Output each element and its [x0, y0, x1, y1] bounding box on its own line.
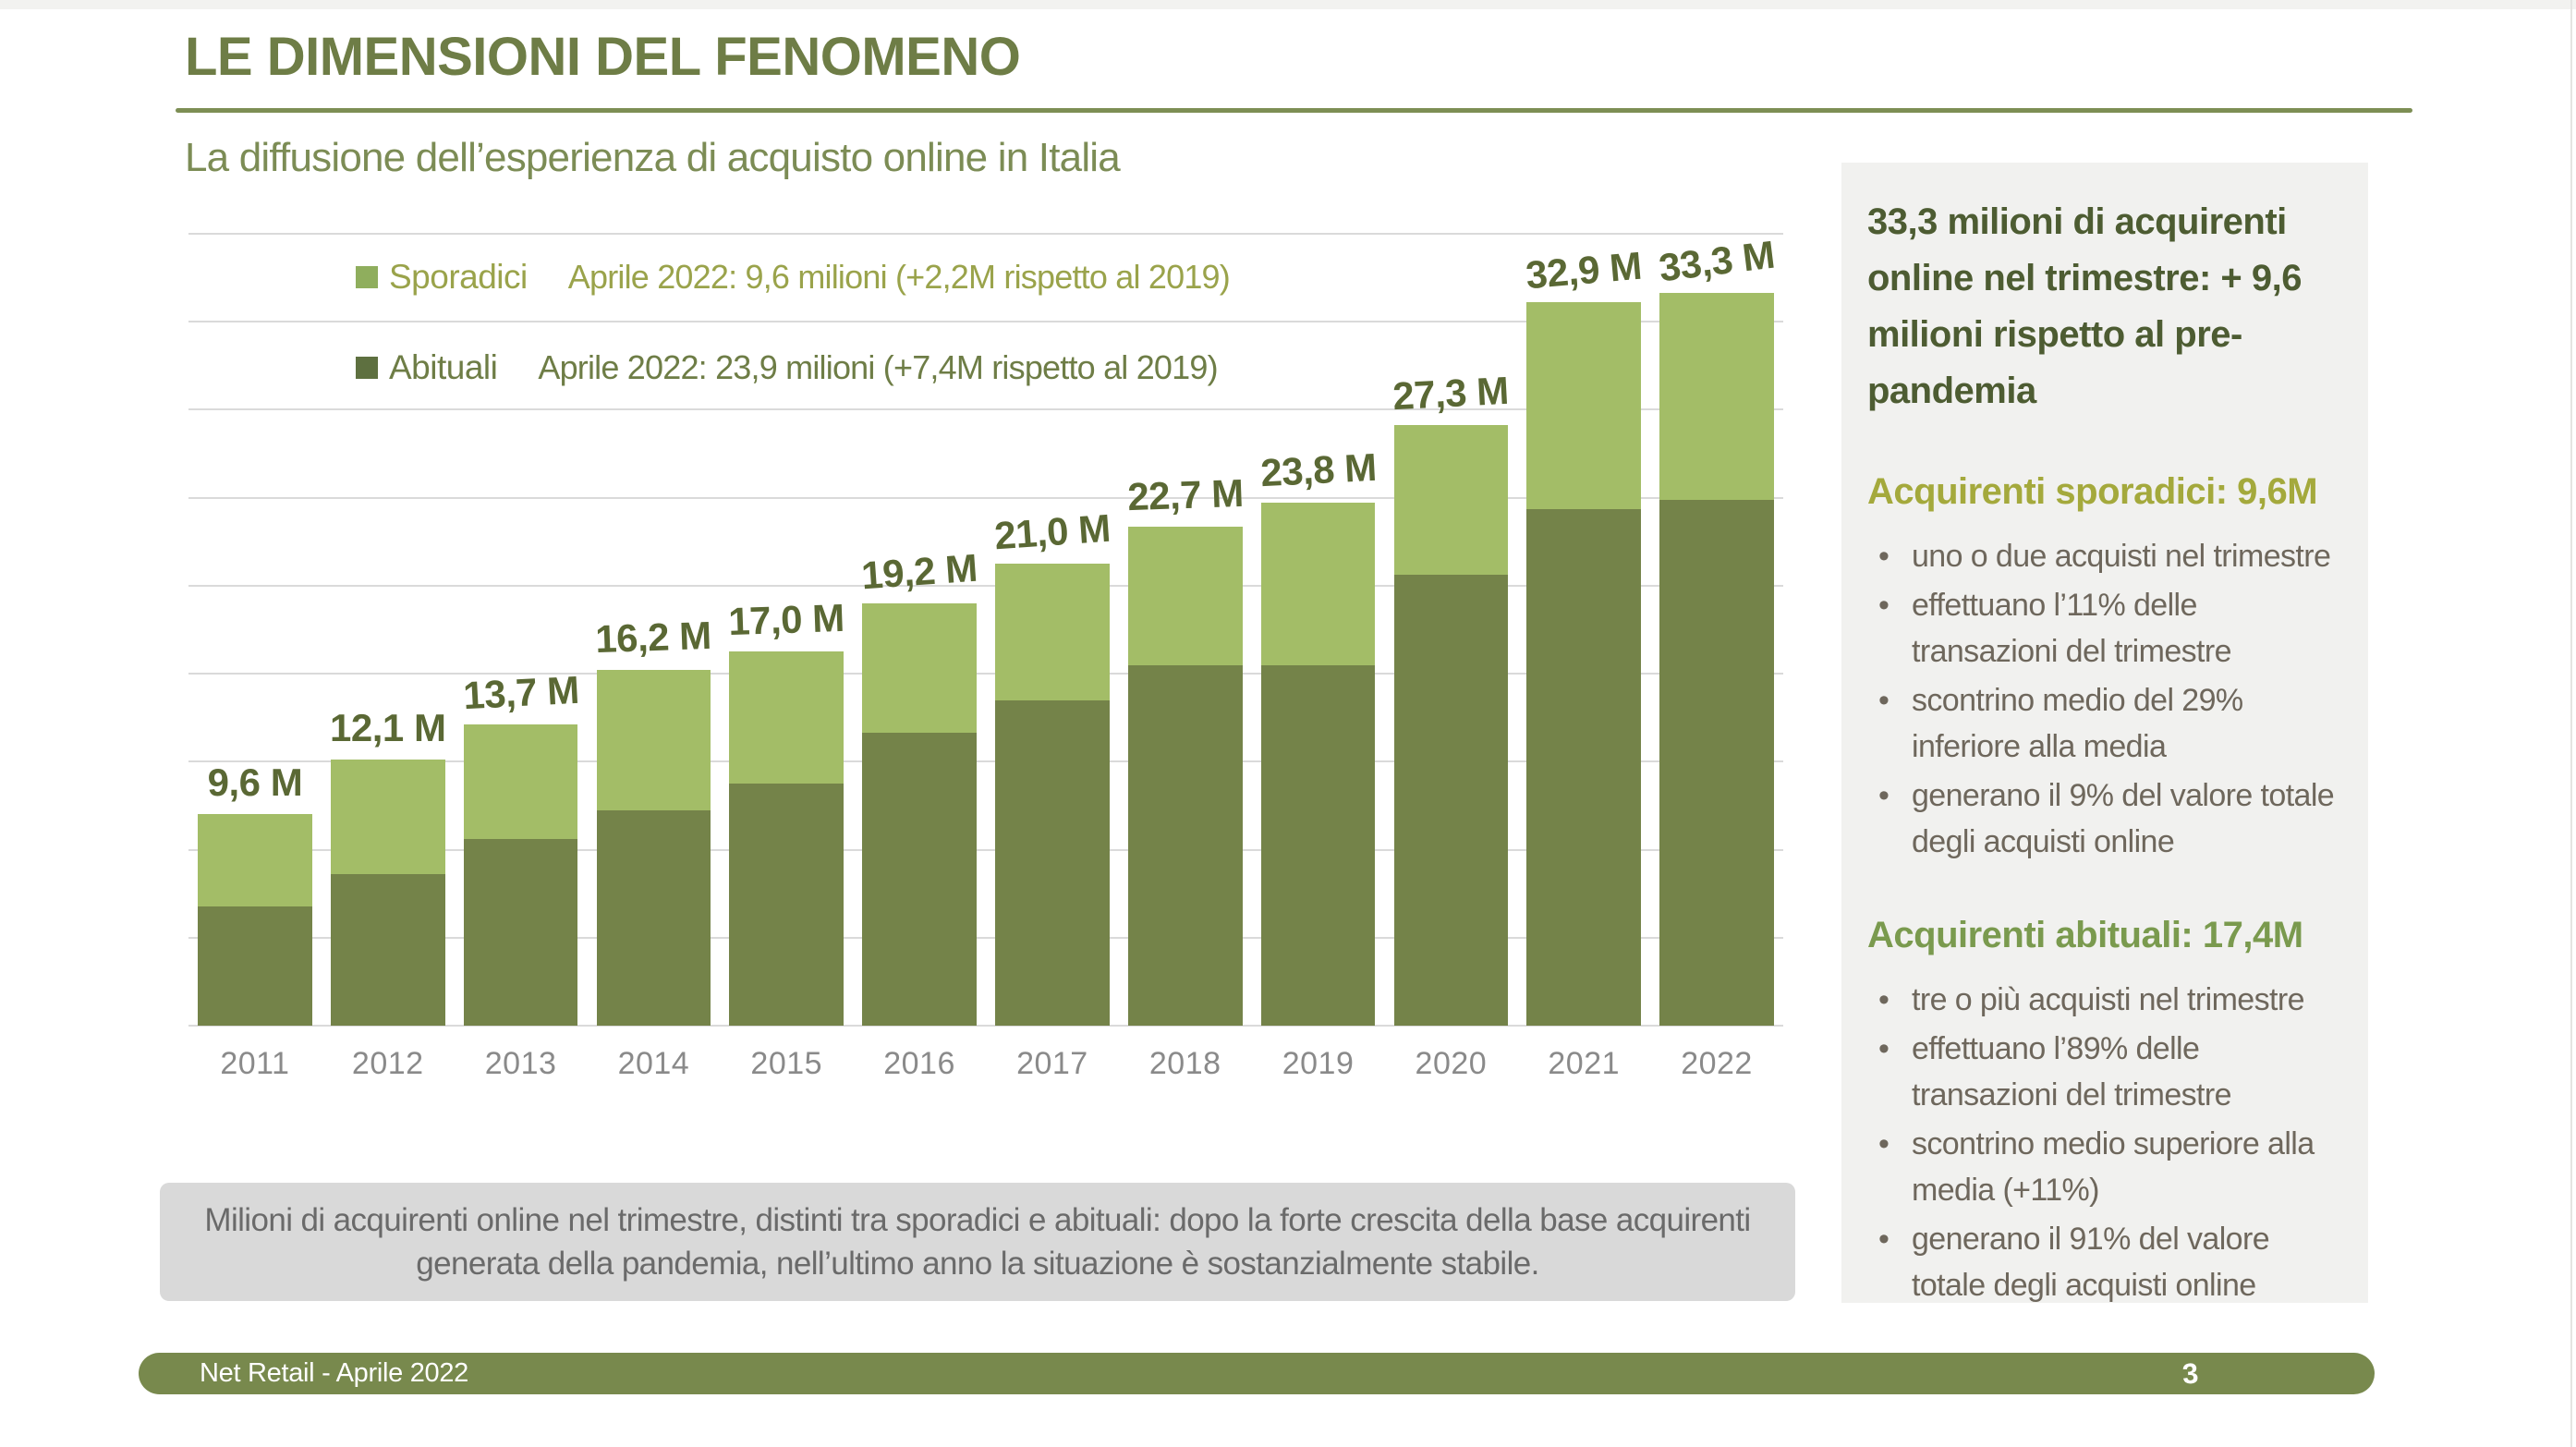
bar-2019	[1261, 503, 1376, 1026]
bar-segment-sporadici-2016	[862, 603, 977, 733]
bar-segment-sporadici-2020	[1394, 425, 1509, 575]
bar-segment-sporadici-2014	[597, 670, 711, 810]
bar-segment-sporadici-2012	[331, 760, 445, 874]
bullet-item	[1875, 533, 2348, 579]
bullet-dot-icon: •	[1878, 778, 1889, 813]
year-label-2013: 2013	[484, 1046, 557, 1081]
bar-segment-sporadici-2022	[1659, 293, 1774, 500]
bullet-dot-icon: •	[1878, 1222, 1889, 1257]
bar-slot-2022	[1650, 234, 1783, 1026]
year-label-2011: 2011	[220, 1046, 290, 1081]
bar-2016	[862, 603, 977, 1026]
bar-value-label-2013: 13,7 M	[461, 667, 580, 718]
bullet-dot-icon: •	[1878, 1031, 1889, 1066]
summary-sidebar	[1841, 163, 2368, 1303]
bullet-dot-icon: •	[1878, 539, 1889, 574]
bullet-item	[1875, 977, 2348, 1023]
bar-value-label-2019: 23,8 M	[1258, 444, 1378, 495]
bar-segment-abituali-2019	[1261, 665, 1376, 1026]
sporadici-swatch-icon	[356, 266, 378, 288]
year-label-2022: 2022	[1681, 1046, 1753, 1081]
bullet-text: uno o due acquisti nel trimestre	[1912, 539, 2331, 574]
footer-label: Net Retail - Aprile 2022	[200, 1358, 469, 1388]
bar-value-label-2017: 21,0 M	[992, 505, 1112, 558]
bullet-text: effettuano l’89% delle transazioni del trimestre	[1912, 1031, 2231, 1113]
bar-segment-abituali-2013	[464, 839, 578, 1026]
sidebar-headline: 33,3 milioni di acquirenti online nel trimestre: + 9,6 milioni rispetto al pre-pandemia	[1867, 201, 2302, 411]
bar-2011	[198, 814, 312, 1026]
bullet-item	[1875, 772, 2348, 865]
bar-2013	[464, 724, 578, 1026]
bar-segment-abituali-2017	[995, 700, 1110, 1026]
legend-label-sporadici: Sporadici	[389, 258, 528, 296]
caption-text: Milioni di acquirenti online nel trimestre, distinti tra sporadici e abituali: dopo la forte crescita della base acquirenti generata della pandemia, nell’ultimo anno la situazione è sostanzialmente stabile.	[204, 1202, 1751, 1282]
bar-segment-sporadici-2021	[1526, 302, 1641, 509]
bar-value-label-2016: 19,2 M	[859, 545, 979, 598]
bullet-item	[1875, 1121, 2348, 1213]
bar-segment-abituali-2012	[331, 874, 445, 1026]
bar-slot-2011	[188, 234, 322, 1026]
legend-note-sporadici: Aprile 2022: 9,6 milioni (+2,2M rispetto al 2019)	[567, 258, 1230, 296]
year-label-2016: 2016	[883, 1046, 955, 1081]
bar-slot-2019	[1252, 234, 1385, 1026]
bullet-text: tre o più acquisti nel trimestre	[1912, 982, 2304, 1017]
bullet-item	[1875, 1026, 2348, 1118]
year-label-2021: 2021	[1548, 1046, 1621, 1081]
bar-segment-abituali-2015	[729, 784, 844, 1026]
bar-segment-sporadici-2011	[198, 814, 312, 906]
bullet-text: generano il 91% del valore totale degli acquisti online	[1912, 1222, 2270, 1303]
top-edge-strip	[0, 0, 2576, 9]
bar-value-label-2022: 33,3 M	[1656, 232, 1778, 290]
bullet-item	[1875, 677, 2348, 770]
caption-box	[160, 1183, 1795, 1301]
bar-segment-abituali-2021	[1526, 509, 1641, 1026]
bar-2015	[729, 651, 844, 1026]
bar-segment-abituali-2011	[198, 906, 312, 1026]
bar-segment-sporadici-2019	[1261, 503, 1376, 665]
bar-value-label-2011: 9,6 M	[207, 760, 303, 804]
abituali-swatch-icon	[356, 357, 378, 379]
bar-slot-2021	[1517, 234, 1650, 1026]
bar-slot-2020	[1384, 234, 1517, 1026]
bar-value-label-2015: 17,0 M	[727, 595, 845, 644]
page-number: 3	[2181, 1356, 2200, 1391]
bar-segment-abituali-2022	[1659, 500, 1774, 1026]
year-label-2020: 2020	[1415, 1046, 1488, 1081]
bar-segment-sporadici-2013	[464, 724, 578, 839]
bar-segment-sporadici-2018	[1128, 527, 1243, 665]
bar-value-label-2012: 12,1 M	[330, 706, 446, 749]
bar-2012	[331, 760, 445, 1026]
bar-2014	[597, 670, 711, 1026]
title-underline	[176, 108, 2412, 113]
sidebar-heading-sporadici: Acquirenti sporadici: 9,6M	[1867, 471, 2318, 512]
page-subtitle: La diffusione dell’esperienza di acquisto online in Italia	[185, 135, 1120, 180]
sporadici-bullet-list	[1875, 533, 2348, 865]
bar-2022	[1659, 293, 1774, 1026]
bullet-text: scontrino medio del 29% inferiore alla media	[1912, 683, 2243, 764]
bullet-item	[1875, 582, 2348, 675]
abituali-bullet-list	[1875, 977, 2348, 1308]
x-axis-labels	[188, 1046, 1783, 1082]
bar-segment-abituali-2018	[1128, 665, 1243, 1026]
legend-item-abituali	[356, 347, 1218, 389]
bullet-dot-icon: •	[1878, 588, 1889, 623]
stacked-bar-chart	[188, 234, 1783, 1026]
bar-segment-sporadici-2015	[729, 651, 844, 784]
year-label-2017: 2017	[1016, 1046, 1088, 1081]
page-title: LE DIMENSIONI DEL FENOMENO	[185, 27, 1021, 87]
bullet-text: generano il 9% del valore totale degli acquisti online	[1912, 778, 2335, 859]
bar-value-label-2018: 22,7 M	[1126, 470, 1245, 519]
bullet-dot-icon: •	[1878, 1126, 1889, 1161]
bullet-dot-icon: •	[1878, 683, 1889, 718]
bar-value-label-2014: 16,2 M	[594, 613, 712, 662]
sidebar-heading-abituali: Acquirenti abituali: 17,4M	[1867, 915, 2303, 955]
slide-right-edge	[2570, 0, 2572, 1447]
bullet-dot-icon: •	[1878, 982, 1889, 1017]
bar-value-label-2021: 32,9 M	[1524, 243, 1644, 298]
year-label-2015: 2015	[750, 1046, 823, 1081]
bar-2021	[1526, 302, 1641, 1026]
year-label-2018: 2018	[1148, 1046, 1221, 1081]
bar-value-label-2020: 27,3 M	[1391, 368, 1511, 419]
bar-segment-sporadici-2017	[995, 564, 1110, 700]
legend-note-abituali: Aprile 2022: 23,9 milioni (+7,4M rispetto al 2019)	[538, 348, 1218, 386]
bar-segment-abituali-2016	[862, 733, 977, 1026]
legend-label-abituali: Abituali	[389, 348, 498, 386]
year-label-2019: 2019	[1282, 1046, 1355, 1081]
bullet-text: scontrino medio superiore alla media (+11%)	[1912, 1126, 2315, 1208]
bar-segment-abituali-2014	[597, 810, 711, 1026]
bullet-item	[1875, 1216, 2348, 1308]
year-label-2012: 2012	[351, 1046, 424, 1081]
bar-segment-abituali-2020	[1394, 575, 1509, 1026]
year-label-2014: 2014	[617, 1046, 690, 1081]
footer-bar	[139, 1353, 2375, 1394]
legend-item-sporadici	[356, 256, 1230, 298]
bar-2018	[1128, 527, 1243, 1026]
bar-2020	[1394, 425, 1509, 1026]
bar-2017	[995, 564, 1110, 1026]
bullet-text: effettuano l’11% delle transazioni del trimestre	[1912, 588, 2231, 669]
